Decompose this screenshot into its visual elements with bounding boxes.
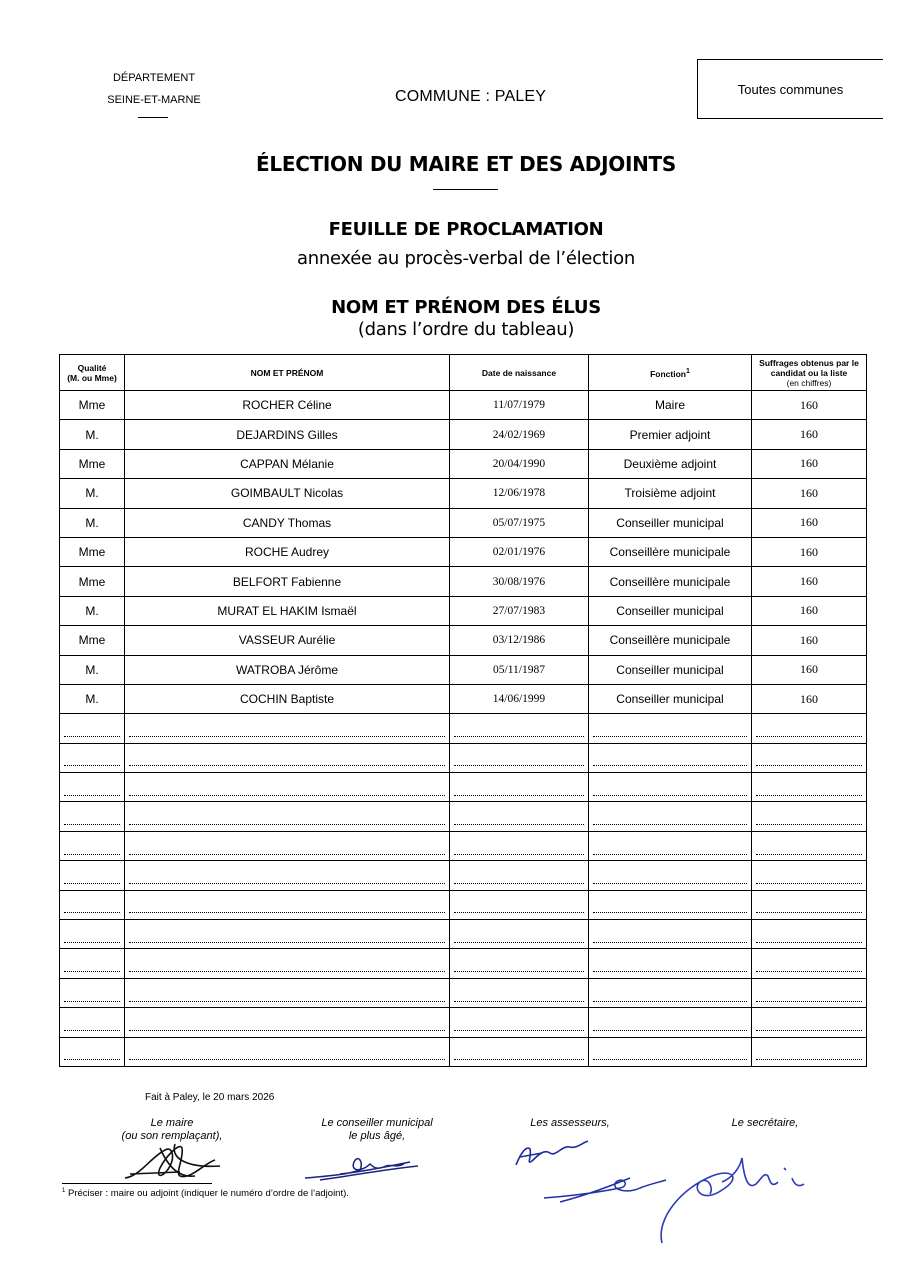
blank-cell-suffrages: [752, 978, 867, 1007]
dotted-line: [756, 854, 862, 855]
blank-cell-fonction: [589, 831, 752, 860]
department-divider: [138, 117, 168, 118]
footnote-divider: [62, 1183, 212, 1184]
cell-date: 12/06/1978: [450, 479, 589, 508]
cell-date: 11/07/1979: [450, 391, 589, 420]
header-fonction: [589, 355, 752, 391]
dotted-line: [593, 1001, 747, 1002]
cell-fonction: Conseillère municipale: [589, 567, 752, 596]
blank-cell-date: [450, 831, 589, 860]
table-row: [60, 479, 867, 508]
blank-row: [60, 714, 867, 743]
cell-qualite: Mme: [60, 449, 125, 478]
cell-fonction: Deuxième adjoint: [589, 449, 752, 478]
blank-cell-qualite: [60, 714, 125, 743]
cell-suffrages: 160: [752, 626, 867, 655]
blank-cell-date: [450, 802, 589, 831]
dotted-line: [129, 1059, 445, 1060]
blank-cell-date: [450, 714, 589, 743]
table-row: [60, 626, 867, 655]
blank-cell-fonction: [589, 890, 752, 919]
dotted-line: [593, 824, 747, 825]
cell-date: 05/11/1987: [450, 655, 589, 684]
dotted-line: [64, 854, 120, 855]
cell-fonction: Troisième adjoint: [589, 479, 752, 508]
blank-cell-suffrages: [752, 890, 867, 919]
cell-date: 24/02/1969: [450, 420, 589, 449]
dotted-line: [64, 736, 120, 737]
cell-date: 14/06/1999: [450, 684, 589, 713]
scope-text: Toutes communes: [737, 82, 844, 97]
header-suffrages-label: Suffrages obtenus par le candidat ou la liste: [759, 357, 859, 378]
blank-cell-fonction: [589, 920, 752, 949]
dotted-line: [64, 795, 120, 796]
dotted-line: [129, 883, 445, 884]
mayor-signature: [120, 1138, 230, 1186]
blank-cell-suffrages: [752, 802, 867, 831]
cell-qualite: Mme: [60, 567, 125, 596]
blank-cell-fonction: [589, 743, 752, 772]
cell-date: 05/07/1975: [450, 508, 589, 537]
annex-subtitle: annexée au procès-verbal de l’élection: [297, 248, 635, 269]
cell-date: 27/07/1983: [450, 596, 589, 625]
table-row: [60, 537, 867, 566]
dotted-line: [454, 971, 584, 972]
blank-row: [60, 1037, 867, 1066]
blank-cell-qualite: [60, 773, 125, 802]
assessors-label: Les assesseurs,: [530, 1117, 610, 1129]
dotted-line: [454, 1059, 584, 1060]
dotted-line: [64, 883, 120, 884]
cell-fonction: Conseillère municipale: [589, 537, 752, 566]
cell-nom: CANDY Thomas: [125, 508, 450, 537]
commune-name: COMMUNE : PALEY: [395, 88, 547, 105]
dotted-line: [454, 795, 584, 796]
cell-suffrages: 160: [752, 479, 867, 508]
cell-qualite: M.: [60, 420, 125, 449]
cell-date: 30/08/1976: [450, 567, 589, 596]
cell-nom: WATROBA Jérôme: [125, 655, 450, 684]
cell-qualite: Mme: [60, 626, 125, 655]
dotted-line: [64, 1001, 120, 1002]
dotted-line: [129, 1001, 445, 1002]
order-subtitle: (dans l’ordre du tableau): [357, 319, 575, 340]
table-row: [60, 567, 867, 596]
blank-cell-suffrages: [752, 773, 867, 802]
cell-nom: ROCHER Céline: [125, 391, 450, 420]
header-date: Date de naissance: [450, 355, 589, 391]
cell-fonction: Premier adjoint: [589, 420, 752, 449]
blank-row: [60, 831, 867, 860]
cell-qualite: Mme: [60, 391, 125, 420]
dotted-line: [756, 971, 862, 972]
cell-qualite: M.: [60, 655, 125, 684]
cell-suffrages: 160: [752, 508, 867, 537]
dotted-line: [593, 1030, 747, 1031]
blank-cell-date: [450, 1037, 589, 1066]
header-suffrages-note: (en chiffres): [786, 377, 832, 388]
cell-qualite: M.: [60, 596, 125, 625]
cell-suffrages: 160: [752, 684, 867, 713]
blank-row: [60, 802, 867, 831]
dotted-line: [454, 765, 584, 766]
cell-suffrages: 160: [752, 537, 867, 566]
dotted-line: [129, 765, 445, 766]
blank-cell-qualite: [60, 978, 125, 1007]
cell-fonction: Conseiller municipal: [589, 655, 752, 684]
cell-fonction: Conseillère municipale: [589, 626, 752, 655]
header-fonction-label: Fonction: [650, 368, 686, 379]
blank-cell-suffrages: [752, 861, 867, 890]
dotted-line: [756, 736, 862, 737]
blank-cell-date: [450, 890, 589, 919]
blank-row: [60, 861, 867, 890]
blank-cell-nom: [125, 861, 450, 890]
department-label: DÉPARTEMENT: [112, 72, 196, 84]
blank-cell-fonction: [589, 802, 752, 831]
cell-date: 20/04/1990: [450, 449, 589, 478]
blank-cell-fonction: [589, 949, 752, 978]
proclamation-title: FEUILLE DE PROCLAMATION: [328, 219, 604, 240]
cell-fonction: Maire: [589, 391, 752, 420]
blank-cell-suffrages: [752, 714, 867, 743]
blank-cell-qualite: [60, 1037, 125, 1066]
assessor-signature-2: [540, 1168, 670, 1208]
table-header-row: [60, 355, 867, 391]
dotted-line: [454, 1001, 584, 1002]
blank-cell-fonction: [589, 714, 752, 743]
blank-cell-suffrages: [752, 920, 867, 949]
blank-cell-date: [450, 949, 589, 978]
blank-cell-suffrages: [752, 949, 867, 978]
blank-cell-fonction: [589, 861, 752, 890]
blank-cell-nom: [125, 978, 450, 1007]
cell-suffrages: 160: [752, 596, 867, 625]
blank-cell-date: [450, 861, 589, 890]
secretary-label: Le secrétaire,: [731, 1117, 799, 1129]
table-row: [60, 391, 867, 420]
cell-qualite: Mme: [60, 537, 125, 566]
dotted-line: [129, 824, 445, 825]
cell-nom: BELFORT Fabienne: [125, 567, 450, 596]
department-name: SEINE-ET-MARNE: [107, 94, 201, 106]
dotted-line: [756, 765, 862, 766]
dotted-line: [593, 1059, 747, 1060]
eldest-signature: [300, 1148, 430, 1188]
dotted-line: [454, 942, 584, 943]
blank-row: [60, 949, 867, 978]
dotted-line: [64, 765, 120, 766]
dotted-line: [593, 736, 747, 737]
dotted-line: [593, 912, 747, 913]
blank-cell-date: [450, 978, 589, 1007]
blank-cell-fonction: [589, 1037, 752, 1066]
blank-cell-qualite: [60, 743, 125, 772]
dotted-line: [454, 854, 584, 855]
blank-cell-nom: [125, 920, 450, 949]
scope-box: [697, 59, 883, 119]
dotted-line: [64, 912, 120, 913]
cell-suffrages: 160: [752, 391, 867, 420]
footnote-marker: 1: [62, 1188, 66, 1194]
blank-row: [60, 920, 867, 949]
blank-cell-nom: [125, 831, 450, 860]
cell-qualite: M.: [60, 479, 125, 508]
blank-cell-fonction: [589, 978, 752, 1007]
dotted-line: [593, 971, 747, 972]
blank-row: [60, 978, 867, 1007]
dotted-line: [64, 942, 120, 943]
blank-cell-nom: [125, 714, 450, 743]
dotted-line: [129, 854, 445, 855]
cell-suffrages: 160: [752, 420, 867, 449]
cell-nom: DEJARDINS Gilles: [125, 420, 450, 449]
dotted-line: [64, 824, 120, 825]
footnote-text: Préciser : maire ou adjoint (indiquer le numéro d’ordre de l’adjoint).: [65, 1188, 349, 1200]
dotted-line: [129, 912, 445, 913]
blank-cell-qualite: [60, 1008, 125, 1037]
blank-cell-date: [450, 773, 589, 802]
dotted-line: [756, 1059, 862, 1060]
blank-cell-suffrages: [752, 743, 867, 772]
elected-table: [59, 354, 867, 1067]
dotted-line: [454, 1030, 584, 1031]
blank-cell-date: [450, 743, 589, 772]
dotted-line: [593, 795, 747, 796]
blank-cell-nom: [125, 890, 450, 919]
cell-fonction: Conseiller municipal: [589, 508, 752, 537]
dotted-line: [64, 1030, 120, 1031]
elected-title: NOM ET PRÉNOM DES ÉLUS: [331, 297, 601, 318]
dotted-line: [756, 883, 862, 884]
table-row: [60, 449, 867, 478]
cell-nom: VASSEUR Aurélie: [125, 626, 450, 655]
dotted-line: [593, 942, 747, 943]
header-nom: NOM ET PRÉNOM: [125, 355, 450, 391]
blank-cell-fonction: [589, 1008, 752, 1037]
blank-cell-qualite: [60, 920, 125, 949]
eldest-label: Le conseiller municipal le plus âgé,: [321, 1117, 433, 1142]
dotted-line: [756, 942, 862, 943]
dotted-line: [756, 795, 862, 796]
mayor-label: Le maire (ou son remplaçant),: [121, 1117, 223, 1142]
table-row: [60, 596, 867, 625]
cell-nom: CAPPAN Mélanie: [125, 449, 450, 478]
footnote: [62, 1188, 349, 1199]
table-row: [60, 420, 867, 449]
cell-nom: ROCHE Audrey: [125, 537, 450, 566]
blank-cell-suffrages: [752, 831, 867, 860]
dotted-line: [129, 942, 445, 943]
blank-row: [60, 773, 867, 802]
dotted-line: [64, 1059, 120, 1060]
dotted-line: [756, 912, 862, 913]
document-title: ÉLECTION DU MAIRE ET DES ADJOINTS: [256, 152, 676, 176]
title-divider: [433, 189, 498, 190]
dotted-line: [129, 736, 445, 737]
blank-cell-qualite: [60, 861, 125, 890]
blank-cell-qualite: [60, 831, 125, 860]
header-suffrages: [752, 355, 867, 391]
cell-fonction: Conseiller municipal: [589, 684, 752, 713]
blank-cell-nom: [125, 949, 450, 978]
dotted-line: [129, 971, 445, 972]
blank-cell-suffrages: [752, 1008, 867, 1037]
blank-cell-qualite: [60, 949, 125, 978]
blank-cell-date: [450, 920, 589, 949]
dotted-line: [756, 1030, 862, 1031]
blank-cell-date: [450, 1008, 589, 1037]
blank-cell-nom: [125, 743, 450, 772]
cell-suffrages: 160: [752, 655, 867, 684]
dotted-line: [593, 765, 747, 766]
blank-cell-qualite: [60, 802, 125, 831]
place-date: Fait à Paley, le 20 mars 2026: [145, 1092, 275, 1103]
table-row: [60, 684, 867, 713]
dotted-line: [454, 883, 584, 884]
dotted-line: [454, 912, 584, 913]
cell-nom: COCHIN Baptiste: [125, 684, 450, 713]
blank-cell-fonction: [589, 773, 752, 802]
cell-qualite: M.: [60, 508, 125, 537]
dotted-line: [129, 795, 445, 796]
blank-row: [60, 743, 867, 772]
cell-suffrages: 160: [752, 449, 867, 478]
blank-cell-nom: [125, 773, 450, 802]
blank-cell-nom: [125, 1037, 450, 1066]
blank-row: [60, 1008, 867, 1037]
table-row: [60, 508, 867, 537]
dotted-line: [756, 824, 862, 825]
cell-fonction: Conseiller municipal: [589, 596, 752, 625]
dotted-line: [64, 971, 120, 972]
cell-nom: GOIMBAULT Nicolas: [125, 479, 450, 508]
table-row: [60, 655, 867, 684]
header-fonction-note: 1: [685, 367, 690, 375]
dotted-line: [454, 824, 584, 825]
blank-cell-nom: [125, 802, 450, 831]
blank-row: [60, 890, 867, 919]
cell-qualite: M.: [60, 684, 125, 713]
cell-date: 02/01/1976: [450, 537, 589, 566]
dotted-line: [756, 1001, 862, 1002]
cell-nom: MURAT EL HAKIM Ismaël: [125, 596, 450, 625]
blank-cell-qualite: [60, 890, 125, 919]
dotted-line: [129, 1030, 445, 1031]
cell-date: 03/12/1986: [450, 626, 589, 655]
dotted-line: [593, 854, 747, 855]
dotted-line: [454, 736, 584, 737]
dotted-line: [593, 883, 747, 884]
blank-cell-nom: [125, 1008, 450, 1037]
blank-cell-suffrages: [752, 1037, 867, 1066]
header-qualite: Qualité (M. ou Mme): [60, 355, 125, 391]
secretary-signature: [652, 1148, 822, 1248]
cell-suffrages: 160: [752, 567, 867, 596]
